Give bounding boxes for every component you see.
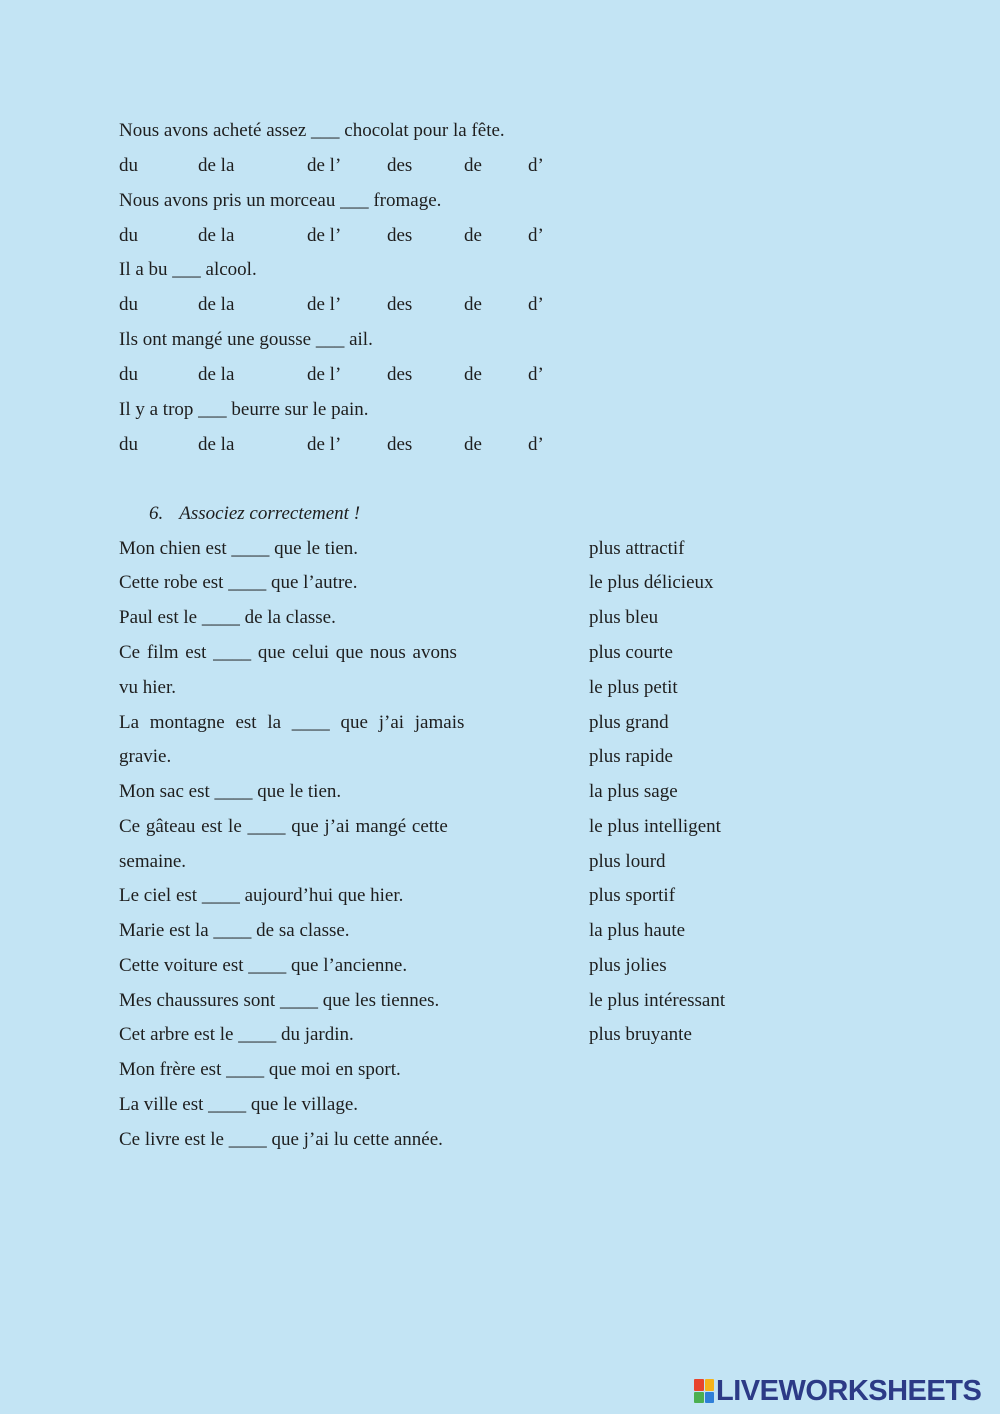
match-sentence: Cette robe est ____ que l’autre. — [119, 572, 358, 593]
exercise-number: 6. — [149, 503, 164, 524]
option-d[interactable]: d’ — [528, 294, 544, 315]
option-de[interactable]: de — [464, 364, 482, 385]
logo-text: LIVEWORKSHEETS — [716, 1374, 982, 1407]
liveworksheets-logo-icon — [694, 1379, 714, 1403]
match-sentence-continued: gravie. — [119, 746, 172, 767]
match-sentence-continued: semaine. — [119, 851, 187, 872]
option-de-l[interactable]: de l’ — [307, 155, 342, 176]
match-sentence: Marie est la ____ de sa classe. — [119, 920, 350, 941]
question-sentence: Il y a trop ___ beurre sur le pain. — [119, 399, 369, 420]
option-de-la[interactable]: de la — [198, 434, 235, 455]
option-d[interactable]: d’ — [528, 155, 544, 176]
match-answer[interactable]: plus grand — [589, 712, 669, 733]
logo-square-red — [694, 1379, 704, 1391]
question-sentence: Nous avons acheté assez ___ chocolat pour la fête. — [119, 120, 505, 141]
option-de[interactable]: de — [464, 434, 482, 455]
match-sentence: Mon chien est ____ que le tien. — [119, 538, 359, 559]
option-des[interactable]: des — [387, 364, 413, 385]
match-sentence: Ce gâteau est le ____ que j’ai mangé cette — [119, 816, 448, 837]
match-sentence: Mon sac est ____ que le tien. — [119, 781, 342, 802]
match-answer[interactable]: plus courte — [589, 642, 673, 663]
logo-square-green — [694, 1392, 704, 1404]
option-de-l[interactable]: de l’ — [307, 225, 342, 246]
option-des[interactable]: des — [387, 155, 413, 176]
option-des[interactable]: des — [387, 225, 413, 246]
option-de-la[interactable]: de la — [198, 294, 235, 315]
match-answer[interactable]: plus rapide — [589, 746, 673, 767]
match-sentence: Paul est le ____ de la classe. — [119, 607, 336, 628]
option-d[interactable]: d’ — [528, 434, 544, 455]
match-sentence: Ce livre est le ____ que j’ai lu cette année. — [119, 1129, 443, 1150]
match-sentence: La montagne est la ____ que j’ai jamais — [119, 712, 465, 733]
exercise-6-heading — [149, 503, 360, 525]
match-answer[interactable]: plus bruyante — [589, 1024, 692, 1045]
match-sentence: Ce film est ____ que celui que nous avons — [119, 642, 457, 663]
option-de[interactable]: de — [464, 225, 482, 246]
option-du[interactable]: du — [119, 364, 138, 385]
option-de[interactable]: de — [464, 294, 482, 315]
option-du[interactable]: du — [119, 155, 138, 176]
match-answer[interactable]: le plus délicieux — [589, 572, 714, 593]
match-sentence: Le ciel est ____ aujourd’hui que hier. — [119, 885, 404, 906]
match-answer[interactable]: plus bleu — [589, 607, 659, 628]
exercise-title: Associez correctement ! — [179, 503, 361, 524]
option-de-la[interactable]: de la — [198, 155, 235, 176]
match-answer[interactable]: plus attractif — [589, 538, 685, 559]
option-du[interactable]: du — [119, 434, 138, 455]
option-de-l[interactable]: de l’ — [307, 434, 342, 455]
option-de-l[interactable]: de l’ — [307, 294, 342, 315]
match-answer[interactable]: plus sportif — [589, 885, 676, 906]
match-answer[interactable]: le plus intéressant — [589, 990, 726, 1011]
match-sentence: Mon frère est ____ que moi en sport. — [119, 1059, 401, 1080]
option-de-l[interactable]: de l’ — [307, 364, 342, 385]
logo-square-yellow — [705, 1379, 715, 1391]
question-sentence: Il a bu ___ alcool. — [119, 259, 257, 280]
option-de-la[interactable]: de la — [198, 364, 235, 385]
option-d[interactable]: d’ — [528, 364, 544, 385]
option-d[interactable]: d’ — [528, 225, 544, 246]
match-sentence-continued: vu hier. — [119, 677, 176, 698]
question-sentence: Ils ont mangé une gousse ___ ail. — [119, 329, 373, 350]
match-answer[interactable]: le plus intelligent — [589, 816, 721, 837]
match-answer[interactable]: le plus petit — [589, 677, 678, 698]
option-du[interactable]: du — [119, 294, 138, 315]
option-des[interactable]: des — [387, 434, 413, 455]
match-sentence: Cette voiture est ____ que l’ancienne. — [119, 955, 408, 976]
match-sentence: Mes chaussures sont ____ que les tiennes. — [119, 990, 440, 1011]
match-answer[interactable]: la plus sage — [589, 781, 678, 802]
option-de[interactable]: de — [464, 155, 482, 176]
match-answer[interactable]: la plus haute — [589, 920, 686, 941]
liveworksheets-logo[interactable] — [694, 1376, 981, 1406]
option-des[interactable]: des — [387, 294, 413, 315]
match-sentence: Cet arbre est le ____ du jardin. — [119, 1024, 354, 1045]
option-de-la[interactable]: de la — [198, 225, 235, 246]
question-sentence: Nous avons pris un morceau ___ fromage. — [119, 190, 442, 211]
match-answer[interactable]: plus jolies — [589, 955, 667, 976]
logo-square-blue — [705, 1392, 715, 1404]
option-du[interactable]: du — [119, 225, 138, 246]
match-sentence: La ville est ____ que le village. — [119, 1094, 359, 1115]
match-answer[interactable]: plus lourd — [589, 851, 666, 872]
